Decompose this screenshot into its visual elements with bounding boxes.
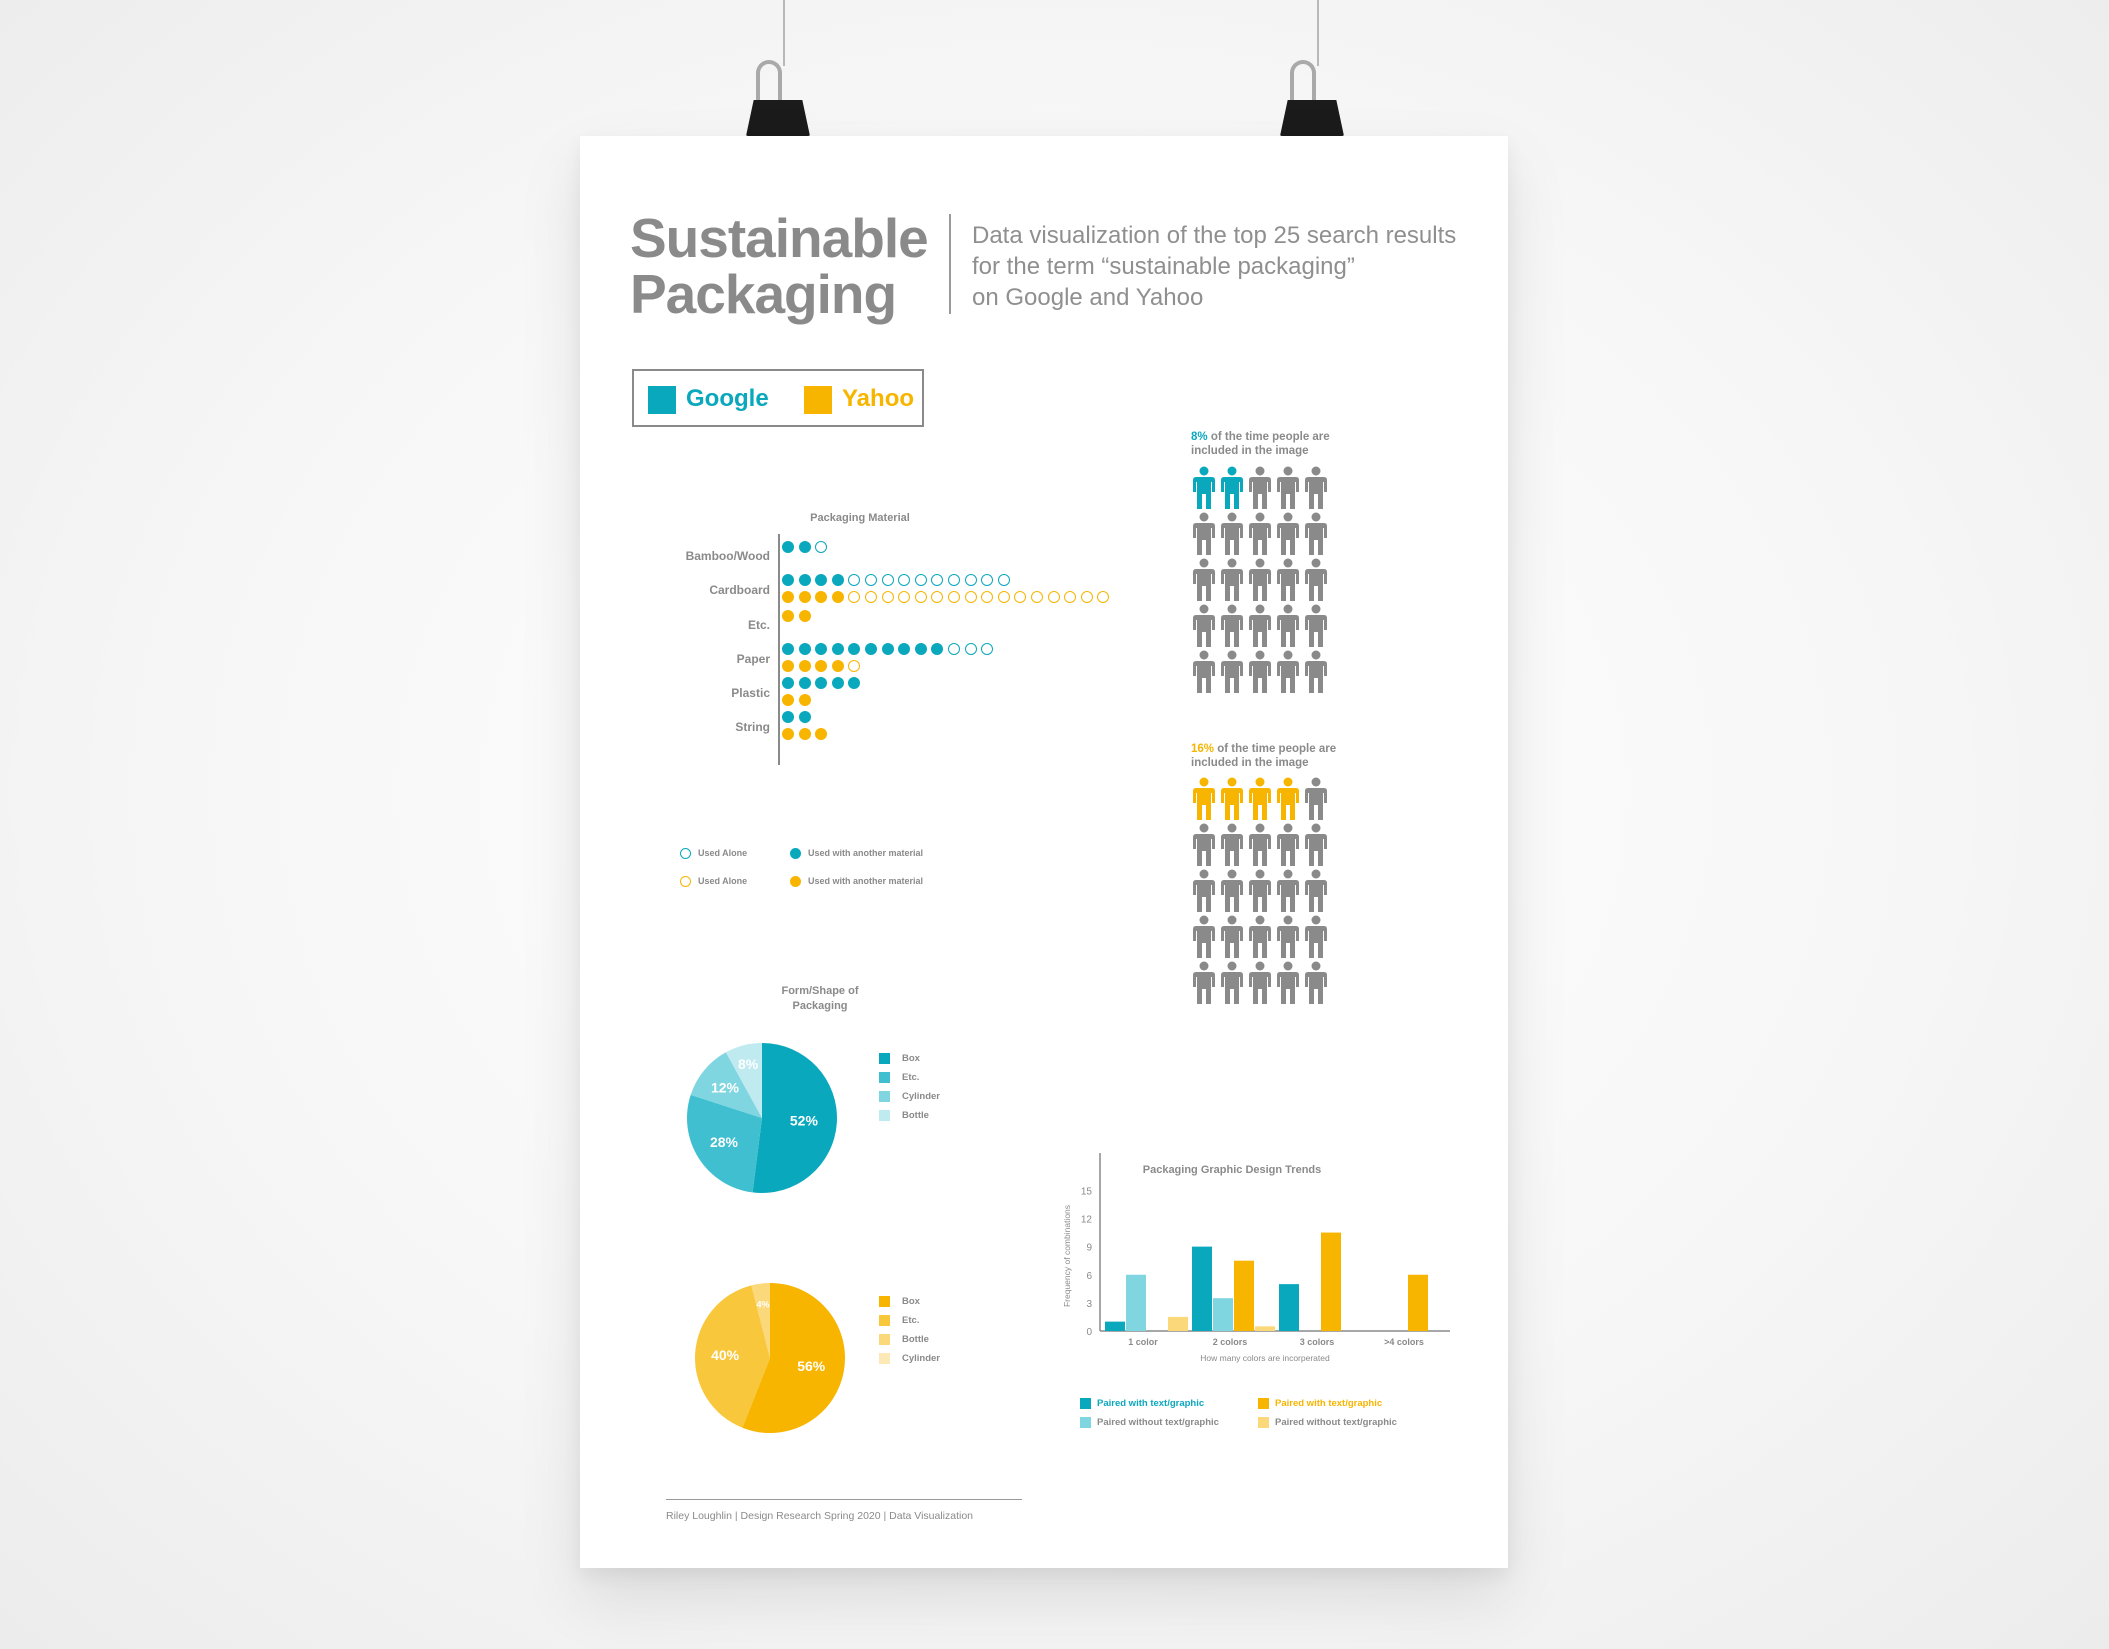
person-icon: [1218, 961, 1246, 1005]
dot-alone: [981, 574, 993, 586]
material-chart-title: Packaging Material: [810, 512, 910, 524]
pie-value-label: 8%: [737, 1055, 759, 1072]
dot-with-other: [799, 591, 811, 603]
dot-alone: [981, 591, 993, 603]
engine-legend: [632, 369, 924, 427]
dot-alone: [931, 574, 943, 586]
legend-yahoo-paired-with-label: Paired with text/graphic: [1275, 1398, 1383, 1410]
dot-alone: [915, 574, 927, 586]
person-icon: [1302, 650, 1330, 694]
person-icon: [1302, 777, 1330, 821]
google-people-caption-line2: included in the image: [1191, 445, 1309, 457]
dot-with-other: [782, 677, 794, 689]
dot-alone: [981, 643, 993, 655]
subtitle-line-2: for the term “sustainable packaging”: [972, 253, 1355, 280]
dot-with-other: [931, 643, 943, 655]
form-chart-title-line1: Form/Shape of: [781, 985, 859, 997]
legend-google-paired-with: [1080, 1398, 1204, 1409]
pie-legend-label: Etc.: [902, 1315, 920, 1327]
filled-circle-icon: [790, 848, 801, 859]
google-people-caption: [1191, 430, 1330, 458]
legend-yahoo-alone-label: Used Alone: [698, 876, 748, 886]
dot-with-other: [832, 643, 844, 655]
pie-legend-item: [879, 1353, 940, 1364]
open-circle-icon: [680, 876, 691, 887]
dot-alone: [865, 591, 877, 603]
person-icon: [1190, 604, 1218, 648]
dot-with-other: [865, 643, 877, 655]
title-divider: [949, 214, 951, 314]
dot-with-other: [832, 591, 844, 603]
person-icon: [1190, 650, 1218, 694]
yahoo-swatch: [804, 386, 832, 414]
subtitle-line-1: Data visualization of the top 25 search results: [972, 222, 1457, 249]
y-tick-label: 6: [1086, 1270, 1092, 1282]
dot-alone: [965, 574, 977, 586]
dot-with-other: [782, 591, 794, 603]
material-label: Cardboard: [709, 583, 770, 597]
filled-circle-icon: [790, 876, 801, 887]
dot-with-other: [848, 643, 860, 655]
person-icon: [1302, 604, 1330, 648]
legend-swatch: [879, 1072, 890, 1083]
person-icon: [1246, 961, 1274, 1005]
google-label: Google: [686, 385, 769, 412]
dot-alone: [815, 541, 827, 553]
person-icon: [1274, 466, 1302, 510]
person-icon: [1246, 466, 1274, 510]
bar: [1126, 1275, 1146, 1331]
person-icon: [1218, 915, 1246, 959]
legend-yahoo-paired-without: [1258, 1417, 1397, 1428]
dot-alone: [882, 591, 894, 603]
person-icon: [1274, 512, 1302, 556]
legend-swatch: [1080, 1398, 1091, 1409]
legend-google-paired-with-label: Paired with text/graphic: [1097, 1398, 1205, 1410]
pie-legend-item: [879, 1053, 920, 1064]
dot-with-other: [799, 711, 811, 723]
dot-with-other: [799, 574, 811, 586]
person-icon: [1190, 961, 1218, 1005]
person-icon: [1302, 869, 1330, 913]
person-icon: [1246, 558, 1274, 602]
bar: [1213, 1298, 1233, 1331]
person-icon: [1302, 558, 1330, 602]
dot-alone: [998, 574, 1010, 586]
person-icon: [1274, 823, 1302, 867]
dot-alone: [865, 574, 877, 586]
person-icon: [1302, 823, 1330, 867]
legend-google-paired-without: [1080, 1417, 1219, 1428]
y-axis-label: Frequency of combinations: [1062, 1204, 1072, 1308]
legend-swatch: [879, 1110, 890, 1121]
pie-legend-item: [879, 1296, 920, 1307]
subtitle: [972, 220, 1456, 313]
material-label: Plastic: [731, 686, 770, 700]
dot-with-other: [882, 643, 894, 655]
person-icon: [1218, 466, 1246, 510]
dot-alone: [948, 591, 960, 603]
dot-with-other: [832, 574, 844, 586]
dot-with-other: [782, 541, 794, 553]
dot-with-other: [815, 591, 827, 603]
pie-legend-item: [879, 1334, 929, 1345]
dot-with-other: [898, 643, 910, 655]
dot-alone: [848, 660, 860, 672]
material-label: String: [735, 720, 770, 734]
dot-with-other: [782, 694, 794, 706]
y-tick-label: 9: [1086, 1242, 1092, 1254]
legend-yahoo-paired-with: [1258, 1398, 1382, 1409]
dot-with-other: [832, 660, 844, 672]
pie-value-label: 56%: [797, 1357, 826, 1374]
y-tick-label: 15: [1080, 1186, 1092, 1198]
person-icon: [1218, 777, 1246, 821]
legend-swatch: [879, 1053, 890, 1064]
dot-alone: [1097, 591, 1109, 603]
x-axis-label: How many colors are incorperated: [1200, 1353, 1330, 1363]
pie-legend-label: Box: [902, 1053, 920, 1065]
legend-swatch: [1258, 1417, 1269, 1428]
dot-with-other: [782, 574, 794, 586]
page-title: [630, 207, 928, 325]
person-icon: [1246, 512, 1274, 556]
subtitle-line-3: on Google and Yahoo: [972, 284, 1204, 311]
person-icon: [1274, 869, 1302, 913]
legend-swatch: [1258, 1398, 1269, 1409]
dot-alone: [948, 574, 960, 586]
person-icon: [1190, 823, 1218, 867]
person-icon: [1274, 558, 1302, 602]
dot-row-google: [782, 711, 815, 725]
person-icon: [1190, 777, 1218, 821]
material-axis: [778, 534, 780, 765]
google-people-pct: 8%: [1191, 431, 1208, 443]
material-label: Paper: [736, 652, 770, 666]
pie-value-label: 40%: [711, 1347, 740, 1364]
dot-with-other: [815, 728, 827, 740]
dot-with-other: [848, 677, 860, 689]
dot-with-other: [815, 677, 827, 689]
legend-swatch: [879, 1315, 890, 1326]
dot-alone: [1081, 591, 1093, 603]
dot-with-other: [815, 574, 827, 586]
footer-divider: [666, 1499, 1022, 1500]
dot-row-google: [782, 574, 1014, 588]
dot-row-yahoo: [782, 610, 815, 624]
y-tick-label: 12: [1080, 1214, 1092, 1226]
person-icon: [1190, 869, 1218, 913]
dot-alone: [965, 591, 977, 603]
person-icon: [1302, 961, 1330, 1005]
dot-row-yahoo: [782, 728, 832, 742]
pie-legend-label: Cylinder: [902, 1091, 941, 1103]
y-tick-label: 3: [1086, 1298, 1092, 1310]
dot-alone: [848, 591, 860, 603]
dot-with-other: [799, 541, 811, 553]
dot-with-other: [799, 677, 811, 689]
dot-with-other: [832, 677, 844, 689]
legend-yahoo-with: [790, 876, 923, 887]
bar: [1255, 1326, 1275, 1331]
yahoo-pie-chart: [685, 1273, 855, 1443]
pie-legend-item: [879, 1110, 929, 1121]
dot-with-other: [782, 643, 794, 655]
legend-swatch: [879, 1353, 890, 1364]
form-chart-title-line2: Packaging: [792, 1000, 848, 1012]
pie-legend-item: [879, 1091, 940, 1102]
pie-legend-label: Bottle: [902, 1110, 929, 1122]
dot-alone: [1014, 591, 1026, 603]
dot-alone: [848, 574, 860, 586]
person-icon: [1190, 466, 1218, 510]
person-icon: [1190, 915, 1218, 959]
open-circle-icon: [680, 848, 691, 859]
legend-google-alone-label: Used Alone: [698, 848, 748, 858]
dot-row-yahoo: [782, 591, 1114, 605]
dot-with-other: [782, 660, 794, 672]
bar: [1279, 1284, 1299, 1331]
design-trends-bar-chart: [1040, 1148, 1460, 1388]
dot-with-other: [915, 643, 927, 655]
dot-with-other: [799, 660, 811, 672]
dot-row-google: [782, 643, 998, 657]
x-tick-label: 3 colors: [1299, 1337, 1335, 1347]
person-icon: [1246, 915, 1274, 959]
google-swatch: [648, 386, 676, 414]
person-icon: [1274, 915, 1302, 959]
legend-swatch: [1080, 1417, 1091, 1428]
pie-value-label: 4%: [756, 1299, 770, 1310]
person-icon: [1302, 915, 1330, 959]
bar: [1105, 1322, 1125, 1331]
hanging-string-right: [1317, 0, 1319, 66]
dot-alone: [898, 591, 910, 603]
pie-legend-label: Bottle: [902, 1334, 929, 1346]
dot-with-other: [799, 643, 811, 655]
dot-row-yahoo: [782, 660, 865, 674]
dot-with-other: [815, 660, 827, 672]
pie-legend-label: Etc.: [902, 1072, 920, 1084]
dot-with-other: [782, 711, 794, 723]
pie-legend-item: [879, 1315, 919, 1326]
bar: [1408, 1275, 1428, 1331]
bar: [1192, 1247, 1212, 1331]
legend-google-paired-without-label: Paired without text/graphic: [1097, 1417, 1219, 1429]
bar: [1321, 1233, 1341, 1331]
person-icon: [1190, 558, 1218, 602]
dot-with-other: [799, 694, 811, 706]
person-icon: [1246, 869, 1274, 913]
bar: [1234, 1261, 1254, 1331]
dot-alone: [1064, 591, 1076, 603]
person-icon: [1218, 558, 1246, 602]
x-tick-label: >4 colors: [1384, 1337, 1424, 1347]
material-label: Etc.: [747, 618, 770, 632]
dot-with-other: [815, 643, 827, 655]
material-label: Bamboo/Wood: [685, 549, 770, 563]
x-tick-label: 2 colors: [1212, 1337, 1248, 1347]
yahoo-people-pct: 16%: [1191, 743, 1215, 755]
legend-swatch: [879, 1091, 890, 1102]
legend-yahoo-paired-without-label: Paired without text/graphic: [1275, 1417, 1397, 1429]
legend-google-with: [790, 848, 923, 859]
person-icon: [1274, 604, 1302, 648]
dot-row-google: [782, 677, 865, 691]
dot-with-other: [799, 610, 811, 622]
person-icon: [1246, 823, 1274, 867]
dot-row-yahoo: [782, 694, 815, 708]
person-icon: [1246, 650, 1274, 694]
pie-value-label: 52%: [789, 1112, 818, 1129]
dot-alone: [1031, 591, 1043, 603]
pie-legend-item: [879, 1072, 919, 1083]
bar: [1168, 1317, 1188, 1331]
bar-chart-title: Packaging Graphic Design Trends: [1142, 1164, 1322, 1176]
person-icon: [1190, 512, 1218, 556]
dot-with-other: [782, 610, 794, 622]
person-icon: [1218, 650, 1246, 694]
hanging-string-left: [783, 0, 785, 66]
dot-alone: [931, 591, 943, 603]
dot-alone: [1048, 591, 1060, 603]
dot-with-other: [799, 728, 811, 740]
legend-yahoo-with-label: Used with another material: [808, 876, 924, 886]
legend-swatch: [879, 1334, 890, 1345]
poster: [580, 136, 1508, 1568]
pie-value-label: 12%: [710, 1079, 740, 1096]
y-tick-label: 0: [1086, 1327, 1092, 1338]
pie-legend-label: Box: [902, 1296, 920, 1308]
yahoo-label: Yahoo: [842, 385, 915, 412]
person-icon: [1274, 650, 1302, 694]
person-icon: [1274, 777, 1302, 821]
person-icon: [1302, 512, 1330, 556]
x-tick-label: 1 color: [1128, 1337, 1158, 1347]
dot-alone: [948, 643, 960, 655]
title-line-2: Packaging: [630, 263, 897, 325]
person-icon: [1274, 961, 1302, 1005]
legend-swatch: [879, 1296, 890, 1307]
dot-alone: [998, 591, 1010, 603]
footer-credit: Riley Loughlin | Design Research Spring 2020 | Data Visualization: [666, 1510, 974, 1522]
person-icon: [1218, 604, 1246, 648]
dot-row-google: [782, 541, 832, 555]
person-icon: [1218, 512, 1246, 556]
dot-with-other: [782, 728, 794, 740]
person-icon: [1246, 777, 1274, 821]
pie-legend-label: Cylinder: [902, 1353, 941, 1365]
person-icon: [1218, 823, 1246, 867]
dot-alone: [898, 574, 910, 586]
person-icon: [1246, 604, 1274, 648]
dot-alone: [965, 643, 977, 655]
person-icon: [1218, 869, 1246, 913]
legend-yahoo-alone: [680, 876, 747, 887]
dot-alone: [882, 574, 894, 586]
legend-google-with-label: Used with another material: [808, 848, 924, 858]
legend-google-alone: [680, 848, 747, 859]
yahoo-people-caption-rest: of the time people are: [1214, 743, 1337, 755]
form-chart-title: [720, 984, 920, 1014]
google-pie-chart: [677, 1033, 847, 1203]
dot-alone: [915, 591, 927, 603]
person-icon: [1302, 466, 1330, 510]
google-people-caption-rest: of the time people are: [1207, 431, 1330, 443]
yahoo-people-caption-line2: included in the image: [1191, 757, 1309, 769]
title-line-1: Sustainable: [630, 207, 928, 269]
yahoo-people-caption: [1191, 742, 1336, 770]
pie-value-label: 28%: [709, 1134, 739, 1151]
